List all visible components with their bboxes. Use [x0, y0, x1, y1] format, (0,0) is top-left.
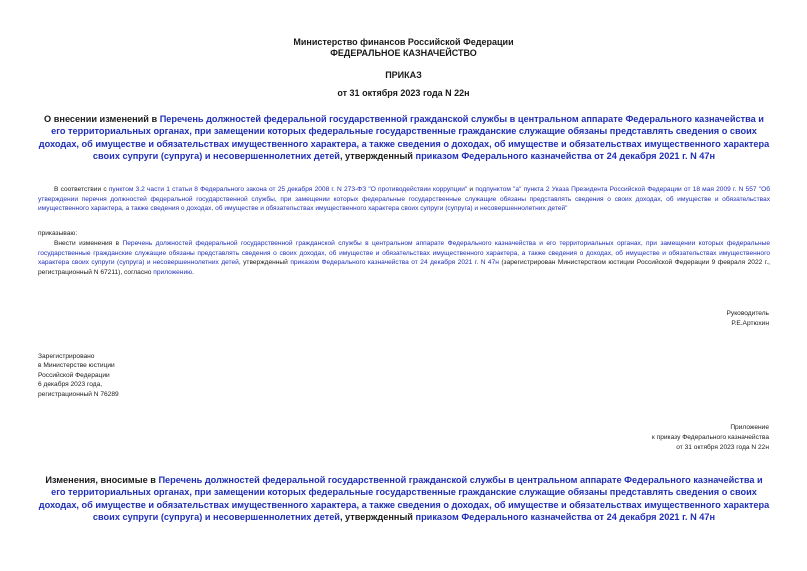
order-paragraph: [38, 239, 770, 277]
title-middle: , утвержденный: [339, 151, 416, 162]
title-link-perechen[interactable]: Перечень должностей федеральной государственной гражданской службы в центральном аппарате Федерального казначейства и его территориальных органах, при замещении которых федеральные государственные гражданские служащие обязаны представлять сведения о своих доходах, об имуществе и обязательствах имущественного характера, а также сведения о доходах, об имуществе и обязательствах имущественного характера своих супруги (супруга) и несовершеннолетних детей: [38, 114, 770, 162]
order-link-perechen[interactable]: Перечень должностей федеральной государственной гражданской службы в центральном аппарате Федерального казначейства и его территориальных органах, при замещении которых федеральные государственные гражданские служащие обязаны представлять сведения о своих доходах, об имуществе и обязательствах имущественного характера, а также сведения о доходах, об имуществе и обязательствах имущественного характера своих супруги (супруга) и несовершеннолетних детей: [38, 240, 770, 267]
order-text-1: Внести изменения в: [54, 240, 123, 247]
order-text-2: , утвержденный: [238, 259, 291, 267]
preamble-text-1: В соответствии с: [54, 186, 109, 193]
appendix-label: Приложение: [730, 424, 769, 431]
prikazyvayu-label: приказываю:: [38, 230, 78, 237]
order-text-4: .: [192, 268, 194, 276]
appendix-date: от 31 октября 2023 года N 22н: [676, 444, 769, 451]
registration-block: [38, 352, 119, 399]
preamble-paragraph: [38, 185, 770, 214]
registration-line: Зарегистрировано: [38, 353, 95, 360]
signature-block: [727, 309, 769, 329]
appendix-title: [38, 474, 770, 524]
registration-line: в Министерстве юстиции: [38, 362, 115, 370]
appendix-title-middle: , утвержденный: [339, 512, 416, 523]
preamble-link-law[interactable]: пунктом 3.2 части 1 статьи 8 Федерального закона от 25 декабря 2008 г. N 273-ФЗ "О противодействии коррупции": [108, 186, 468, 193]
title-link-prikaz[interactable]: приказом Федерального казначейства от 24 декабря 2021 г. N 47н: [415, 151, 716, 162]
signature-name: Р.Е.Артюхин: [731, 320, 769, 327]
appendix-title-link-perechen[interactable]: Перечень должностей федеральной государственной гражданской службы в центральном аппарате Федерального казначейства и его территориальных органах, при замещении которых федеральные государственные гражданские служащие обязаны представлять сведения о своих доходах, об имуществе и обязательствах имущественного характера, а также сведения о доходах, об имуществе и обязательствах имущественного характера своих супруги (супруга) и несовершеннолетних детей: [38, 475, 770, 523]
registration-line: 6 декабря 2023 года,: [38, 381, 103, 389]
signature-position: Руководитель: [726, 310, 769, 317]
order-text-3: (зарегистрирован Министерством юстиции Российской Федерации 9 февраля 2022 г., регистрационный N 67211), согласно: [38, 259, 770, 276]
document-date: от 31 октября 2023 года N 22н: [337, 88, 470, 98]
ministry-name: Министерство финансов Российской Федерации: [293, 37, 514, 47]
order-link-prikaz[interactable]: приказом Федерального казначейства от 24 декабря 2021 г. N 47н: [290, 259, 499, 267]
appendix-title-link-prikaz[interactable]: приказом Федерального казначейства от 24 декабря 2021 г. N 47н: [415, 512, 716, 523]
preamble-link-decree[interactable]: подпунктом "а" пункта 2 Указа Президента Российской Федерации от 18 мая 2009 г. N 557 "Об утверждении перечня должностей федеральной государственной службы, при замещении которых федеральные государственные служащие обязаны представлять сведения о своих доходах, об имуществе и обязательствах имущественного характера, а также сведения о доходах, об имуществе и обязательствах имущественного характера своих супруги (супруга) и несовершеннолетних детей": [38, 186, 770, 213]
title-prefix: О внесении изменений в: [44, 114, 160, 124]
page-title: [38, 113, 770, 163]
appendix-reference: к приказу Федерального казначейства: [651, 434, 769, 441]
appendix-title-prefix: Изменения, вносимые в: [45, 475, 159, 485]
registration-line: Российской Федерации: [38, 371, 110, 379]
agency-name: ФЕДЕРАЛЬНОЕ КАЗНАЧЕЙСТВО: [330, 48, 477, 58]
order-link-appendix[interactable]: приложению: [153, 268, 193, 276]
preamble-text-2: и: [467, 186, 476, 193]
registration-line: регистрационный N 76289: [38, 390, 119, 398]
appendix-block: [652, 423, 769, 453]
document-type: ПРИКАЗ: [385, 70, 422, 80]
